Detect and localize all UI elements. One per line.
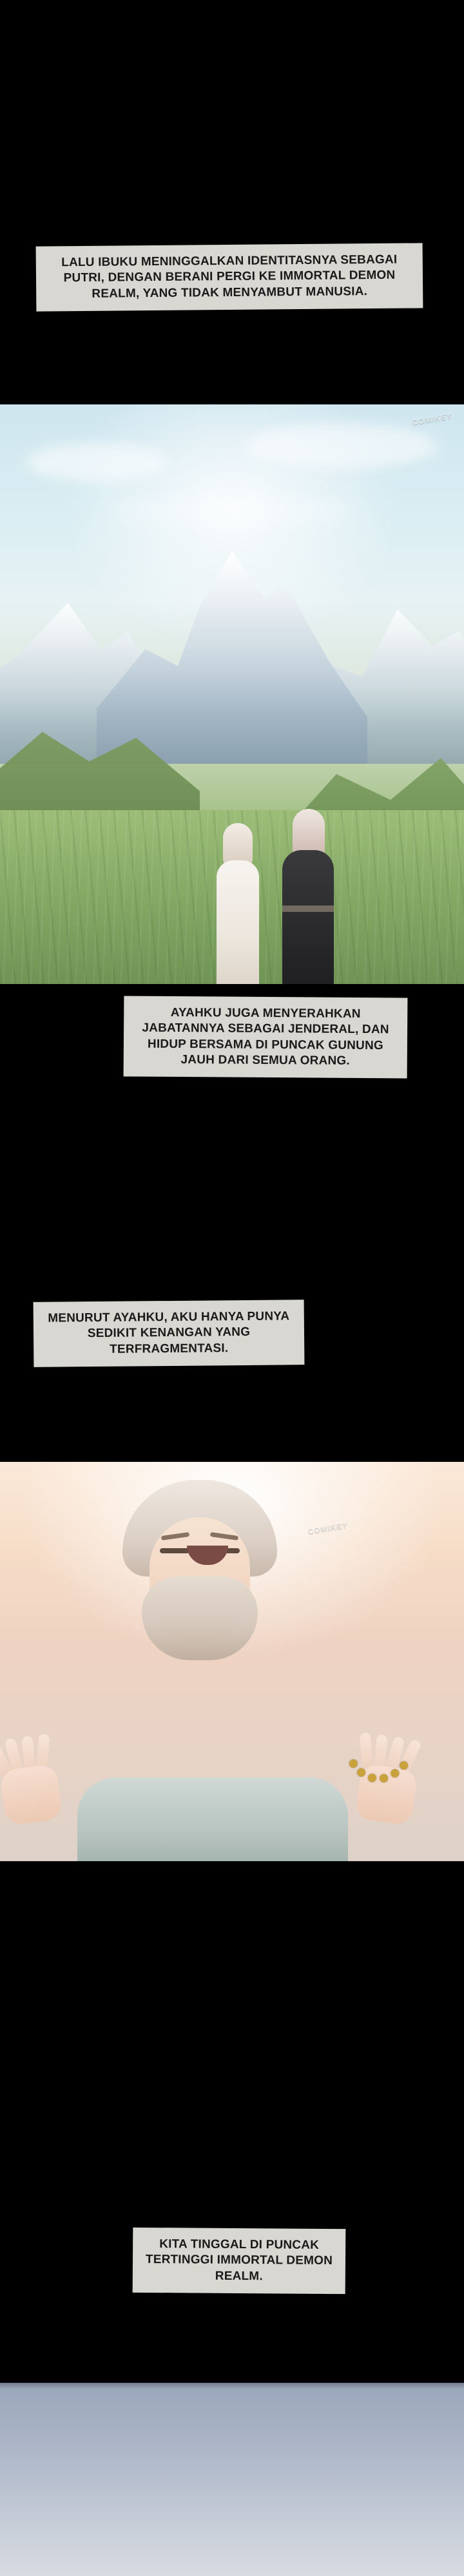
figure-father [277,809,339,984]
panel-mountain [0,404,464,984]
figure-belt [282,905,334,912]
man-torso [77,1777,348,1861]
cloud-shape [26,443,168,482]
open-mouth-laugh [187,1546,228,1565]
man-head [122,1480,277,1660]
eyebrow-right [210,1532,239,1540]
eye-left-closed [160,1548,189,1553]
man-hand-left [0,1721,71,1827]
narration-caption-1: LALU IBUKU MENINGGALKAN IDENTITASNYA SEBAGAI PUTRI, DENGAN BERANI PERGI KE IMMORTAL DEMON REALM, YANG TIDAK MENYAMBUT MANUSIA. [36,243,423,311]
cloud-shape [245,424,438,469]
man-beard [142,1577,258,1660]
watermark-label: COMIKEY [411,411,453,428]
narration-caption-3: MENURUT AYAHKU, AKU HANYA PUNYA SEDIKIT KENANGAN YANG TERFRAGMENTASI. [34,1300,305,1367]
panel-laughing-man [0,1462,464,1861]
figure-mother [213,823,263,984]
man-hand-right [348,1721,432,1827]
palm [0,1763,63,1826]
narration-caption-4: KITA TINGGAL DI PUNCAK TERTINGGI IMMORTAL DEMON REALM. [133,2228,346,2294]
eyebrow-left [161,1532,190,1540]
figure-robe [282,850,334,984]
narration-caption-2: AYAHKU JUGA MENYERAHKAN JABATANNYA SEBAGAI JENDERAL, DAN HIDUP BERSAMA DI PUNCAK GUNUNG JAUH DARI SEMUA ORANG. [124,996,408,1078]
panel-bottom-strip [0,2383,464,2576]
prayer-bead-bracelet [345,1733,413,1788]
watermark-label: COMIKEY [307,1520,349,1537]
figure-robe [217,860,259,984]
cloud-shape [110,495,354,527]
